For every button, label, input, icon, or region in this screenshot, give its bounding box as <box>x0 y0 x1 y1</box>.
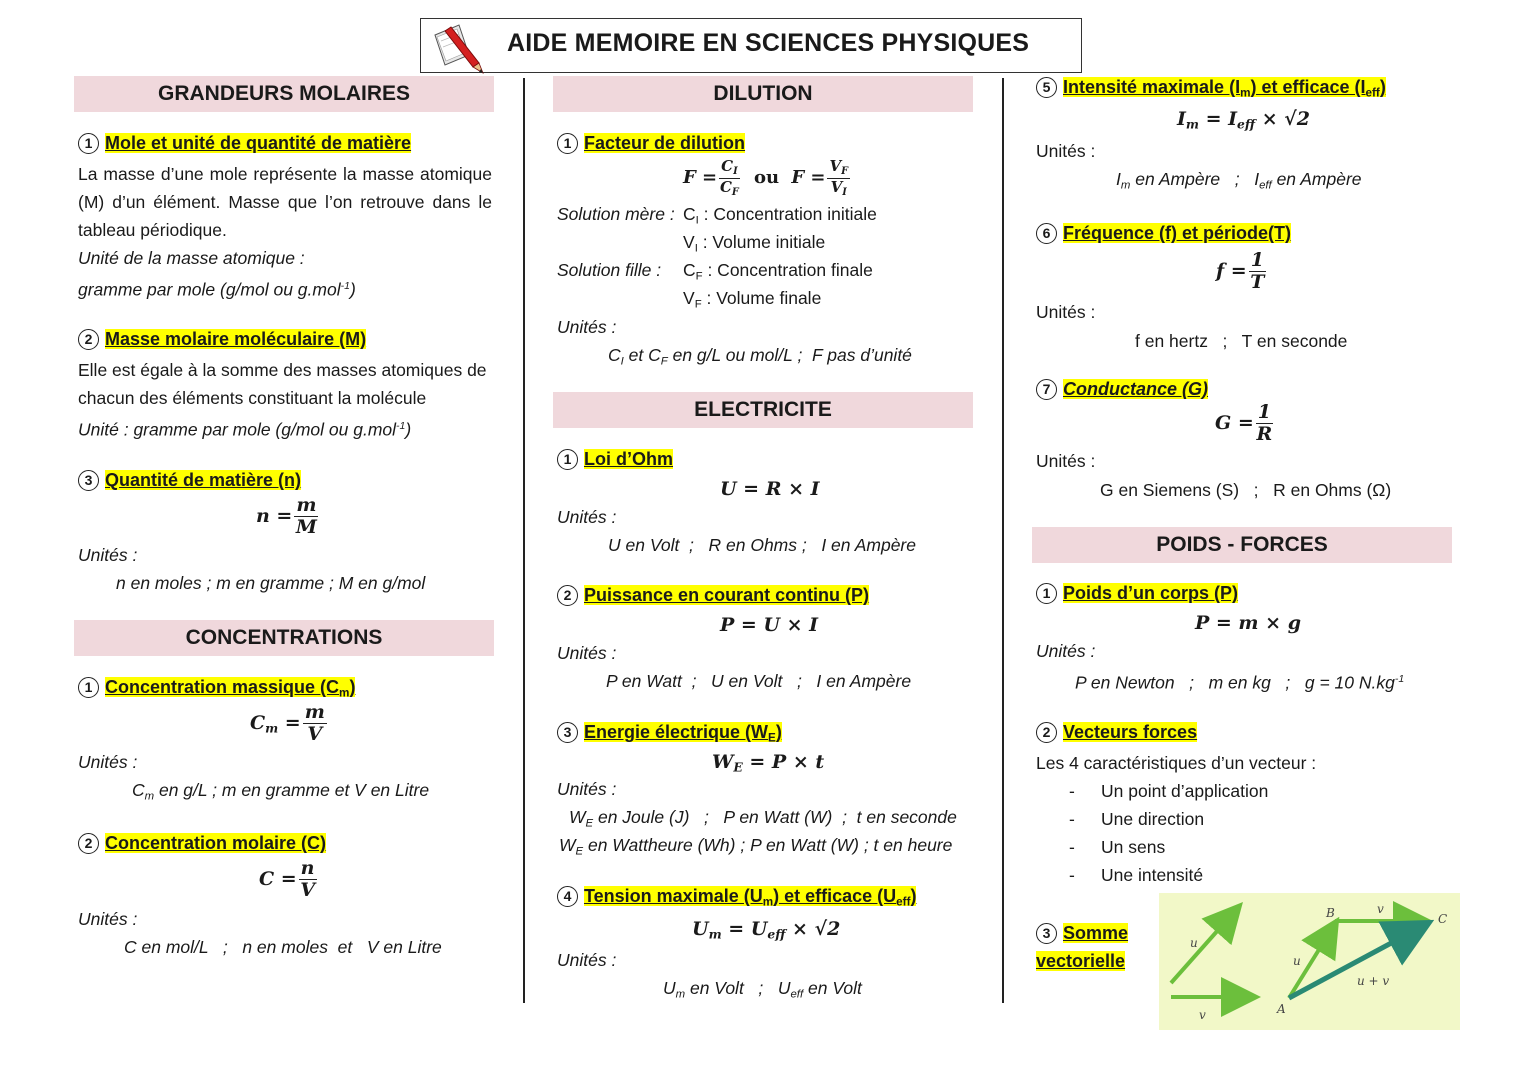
label-B: B <box>1326 906 1335 920</box>
formula-poids: P = m × g <box>1195 612 1301 634</box>
item-title: Poids d’un corps (P) <box>1063 583 1239 603</box>
list-item: - Une intensité <box>1036 861 1268 889</box>
label-v-left: v <box>1199 1008 1206 1022</box>
vecteurs-list <box>1036 777 1268 889</box>
formula-facteur-dilution: F = $\frac{C_I}{C_F}$ ou F = $\frac{V_F}{V_I}$ <box>683 157 849 198</box>
list-item: - Un sens <box>1036 833 1268 861</box>
formula-intensite: $I_m = I_{eff} \times √2$ <box>1177 108 1310 132</box>
formula-conc-molaire: C = $\frac{n}{V}$ <box>259 857 315 901</box>
solution-fille-label: Solution fille : <box>557 260 662 280</box>
label-v-right: v <box>1377 902 1384 916</box>
quantite-units: n en moles ; m en gramme ; M en g/mol <box>116 573 426 593</box>
item-ohm-heading <box>557 449 673 470</box>
formula-quantite: n = $\frac{m}{M}$ <box>256 494 317 538</box>
column-divider-1 <box>523 78 525 1003</box>
units-label: Unités : <box>1036 451 1096 471</box>
vf-line: $V_F$ : Volume finale <box>683 288 822 311</box>
item-title: Puissance en courant continu (P) <box>584 585 870 605</box>
list-item: - Une direction <box>1036 805 1268 833</box>
units-label: Unités : <box>1036 141 1096 161</box>
item-vecteurs-heading <box>1036 722 1197 743</box>
puissance-units: P en Watt ; U en Volt ; I en Ampère <box>606 671 912 691</box>
ohm-units: U en Volt ; R en Ohms ; I en Ampère <box>608 535 916 555</box>
item-title: Tension maximale $(U_m)$ et efficace $(U_{eff})$ <box>584 886 917 909</box>
pencil-icon <box>429 21 489 75</box>
number-badge: 2 <box>557 585 578 606</box>
column-divider-2 <box>1002 78 1004 1003</box>
mole-unit-value: gramme par mole (g/mol ou g.mol$^{-1}$) <box>78 279 356 300</box>
units-label: Unités : <box>1036 302 1096 322</box>
item-title: Intensité maximale $(I_m)$ et efficace $(I_{eff})$ <box>1063 77 1386 100</box>
number-badge: 1 <box>557 133 578 154</box>
label-u-right: u <box>1293 954 1301 968</box>
item-title: Energie électrique $(W_E)$ <box>584 722 782 745</box>
vector-sum-diagram <box>1159 893 1460 1030</box>
formula-puissance: P = U × I <box>720 614 819 636</box>
mole-description: La masse d’une mole représente la masse atomique (M) d’un élément. Masse que l’on retrouve dans le tableau périodique. <box>78 164 492 240</box>
list-item: - Un point d’application <box>1036 777 1268 805</box>
energie-units-1: $W_E$ en Joule (J) ; P en Watt (W) ; t en seconde <box>569 807 957 830</box>
section-poids-forces: POIDS - FORCES <box>1032 527 1452 563</box>
units-label: Unités : <box>557 643 617 663</box>
item-title: Vecteurs forces <box>1063 722 1198 742</box>
label-u-left: u <box>1190 936 1198 950</box>
item-facteur-heading <box>557 133 745 154</box>
number-badge: 2 <box>78 833 99 854</box>
item-conductance-heading <box>1036 379 1208 400</box>
page-title: AIDE MEMOIRE EN SCIENCES PHYSIQUES <box>507 29 1030 57</box>
masse-molaire-unit: Unité : gramme par mole (g/mol ou g.mol$^{-1}$) <box>78 419 412 440</box>
intensite-units: $I_m$ en Ampère ; $I_{eff}$ en Ampère <box>1116 169 1362 192</box>
item-masse-molaire-heading <box>78 329 366 350</box>
number-badge: 3 <box>1036 923 1057 944</box>
units-label: Unités : <box>1036 641 1096 661</box>
formula-ohm: U = R × I <box>720 478 820 500</box>
frequence-units: f en hertz ; T en seconde <box>1135 331 1348 351</box>
item-title-line2: vectorielle <box>1036 951 1126 971</box>
number-badge: 2 <box>1036 722 1057 743</box>
section-concentrations: CONCENTRATIONS <box>74 620 494 656</box>
units-label: Unités : <box>557 317 617 337</box>
number-badge: 1 <box>78 677 99 698</box>
formula-conductance: G = $\frac{1}{R}$ <box>1215 401 1273 445</box>
number-badge: 5 <box>1036 77 1057 98</box>
units-label: Unités : <box>78 909 138 929</box>
units-label: Unités : <box>557 779 617 799</box>
item-title: Loi d’Ohm <box>584 449 673 469</box>
item-conc-molaire-heading <box>78 833 326 854</box>
number-badge: 1 <box>1036 583 1057 604</box>
section-electricite: ELECTRICITE <box>553 392 973 428</box>
section-dilution: DILUTION <box>553 76 973 112</box>
mole-unit-label: Unité de la masse atomique : <box>78 248 305 268</box>
vector-u-left <box>1171 911 1235 983</box>
item-title: Concentration massique $(C_m)$ <box>105 677 356 700</box>
number-badge: 1 <box>78 133 99 154</box>
poids-units: P en Newton ; m en kg ; g = 10 $N.kg^{-1}$ <box>1075 672 1405 693</box>
formula-conc-massique: $C_m$ = $\frac{m}{V}$ <box>250 701 325 745</box>
item-title: Somme <box>1063 923 1129 943</box>
number-badge: 2 <box>78 329 99 350</box>
number-badge: 1 <box>557 449 578 470</box>
item-title: Masse molaire moléculaire (M) <box>105 329 367 349</box>
number-badge: 3 <box>557 722 578 743</box>
item-conc-massique-heading <box>78 677 355 700</box>
units-label: Unités : <box>78 545 138 565</box>
item-title: Concentration molaire (C) <box>105 833 327 853</box>
units-label: Unités : <box>557 950 617 970</box>
number-badge: 6 <box>1036 223 1057 244</box>
tension-units: $U_m$ en Volt ; $U_{eff}$ en Volt <box>663 978 862 1001</box>
masse-molaire-description: Elle est égale à la somme des masses atomiques de chacun des éléments constituant la molécule <box>78 360 487 408</box>
item-tension-heading <box>557 886 916 909</box>
section-grandeurs-molaires: GRANDEURS MOLAIRES <box>74 76 494 112</box>
vi-line: $V_I$ : Volume initiale <box>683 232 826 255</box>
ci-line: $C_I$ : Concentration initiale <box>683 204 877 227</box>
conc-massique-units: $C_m$ en g/L ; m en gramme et V en Litre <box>132 780 430 803</box>
vecteurs-intro: Les 4 caractéristiques d’un vecteur : <box>1036 753 1317 773</box>
item-title: Mole et unité de quantité de matière <box>105 133 412 153</box>
title-box <box>420 18 1082 73</box>
label-A: A <box>1277 1002 1286 1016</box>
formula-energie: $W_E = P \times t$ <box>712 751 825 775</box>
label-C: C <box>1438 912 1448 926</box>
dilution-units: $C_I$ et $C_F$ en g/L ou mol/L ; F pas d’unité <box>608 345 912 368</box>
formula-frequence: f = $\frac{1}{T}$ <box>1216 249 1265 293</box>
label-sum: u + v <box>1357 974 1390 988</box>
number-badge: 7 <box>1036 379 1057 400</box>
number-badge: 3 <box>78 470 99 491</box>
item-intensite-heading <box>1036 77 1386 100</box>
item-title: Conductance (G) <box>1063 379 1209 399</box>
units-label: Unités : <box>78 752 138 772</box>
item-mole-heading <box>78 133 411 154</box>
item-poids-heading <box>1036 583 1238 604</box>
item-frequence-heading <box>1036 223 1291 244</box>
energie-units-2: $W_E$ en Wattheure (Wh) ; P en Watt (W) ; t en heure <box>559 835 953 858</box>
number-badge: 4 <box>557 886 578 907</box>
item-title: Facteur de dilution <box>584 133 746 153</box>
item-title: Fréquence (f) et période(T) <box>1063 223 1292 243</box>
solution-mere-label: Solution mère : <box>557 204 675 224</box>
cf-line: $C_F$ : Concentration finale <box>683 260 873 283</box>
item-energie-heading <box>557 722 782 745</box>
conductance-units: G en Siemens (S) ; R en Ohms (Ω) <box>1100 480 1392 500</box>
item-puissance-heading <box>557 585 869 606</box>
units-label: Unités : <box>557 507 617 527</box>
conc-molaire-units: C en mol/L ; n en moles et V en Litre <box>124 937 442 957</box>
item-somme-heading <box>1036 919 1128 975</box>
item-title: Quantité de matière (n) <box>105 470 302 490</box>
item-quantite-heading <box>78 470 301 491</box>
formula-tension: $U_m = U_{eff} \times √2$ <box>692 918 841 942</box>
